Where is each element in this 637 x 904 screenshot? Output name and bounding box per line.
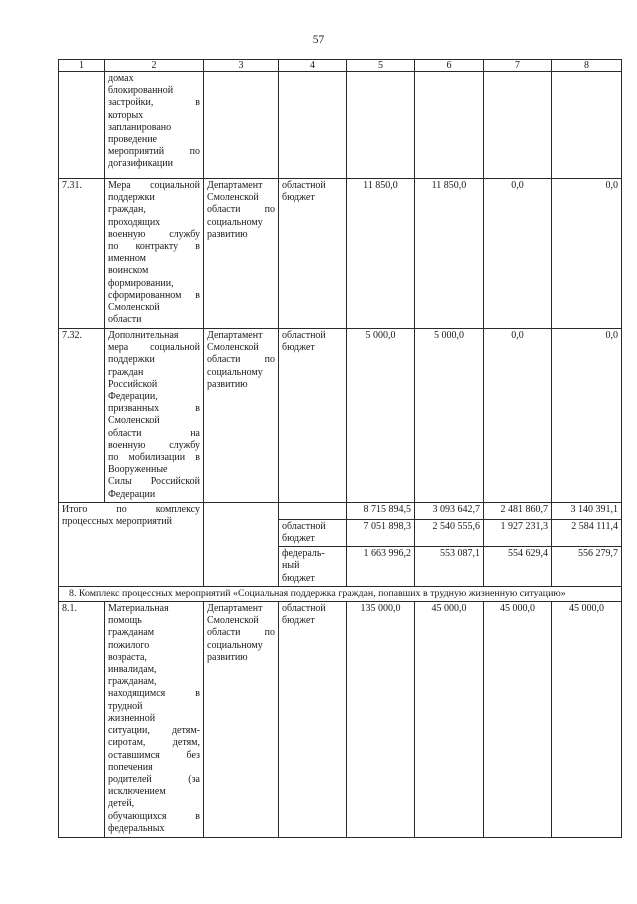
text-line: Вооруженные [108,464,168,476]
text-line: области [108,314,142,326]
text-line: попечения [108,761,153,773]
text-line: поддержки [108,354,155,366]
text-line: бюджет [282,572,315,584]
section-heading: 8. Комплекс процессных мероприятий «Социальная поддержка граждан, попавших в трудную жизненную ситуацию» [59,586,622,601]
header-cell: 4 [279,60,347,72]
text-line: областной [282,180,326,191]
text-line: области на [108,427,200,439]
text-line: ситуации, детям- [108,725,200,737]
total-value-col8: 3 140 391,1 [552,502,622,519]
row-number: 7.32. [59,329,105,503]
text-line: Дополнительная [108,330,179,341]
department-cell [204,179,279,329]
measure-name-cell [105,72,204,179]
text-line: Итого по комплексу [62,503,200,515]
text-line: Силы Российской [108,476,200,488]
text-line: воинском [108,265,149,277]
text-line: мера социальной [108,342,200,354]
text-line: мероприятий по [108,146,200,158]
text-line: областной [282,330,326,341]
department-cell [204,329,279,503]
text-line: развитию [207,651,248,663]
text-line: исключением [108,786,166,798]
text-line: Департамент [207,330,263,341]
regional-budget-label [279,519,347,546]
value-cell [347,72,415,179]
source-cell [279,602,347,838]
text-line: федераль- [282,548,325,560]
text-line: догазификации [108,158,173,170]
text-line: возраста, [108,651,147,663]
value-col8: 0,0 [552,329,622,503]
value-col8: 45 000,0 [552,602,622,838]
value-col6: 5 000,0 [415,329,484,503]
text-line: развитию [207,378,248,390]
header-cell: 2 [105,60,204,72]
value-col7: 0,0 [484,329,552,503]
federal-value-col6: 553 087,1 [415,547,484,587]
text-line: граждан, [108,204,146,216]
text-line: Смоленской [207,615,259,627]
text-line: гражданам [108,627,155,639]
measure-name-cell [105,602,204,838]
source-cell [279,72,347,179]
text-line: помощь [108,615,142,627]
row-number: 7.31. [59,179,105,329]
text-line: детей, [108,798,135,810]
text-line: областной [282,603,326,615]
text-line: находящимся в [108,688,200,700]
page-number: 57 [312,34,325,46]
text-line: пожилого [108,639,150,651]
text-line: федеральных [108,822,165,834]
text-line: Смоленской [108,302,160,314]
text-line: Материальная [108,603,169,615]
text-line: по мобилизации в [108,452,200,464]
text-line: области по [207,627,275,639]
text-line: Федерации, [108,391,158,403]
value-cell [552,72,622,179]
regional-value-col5: 7 051 898,3 [347,519,415,546]
text-line: поддержки [108,192,155,204]
federal-budget-label [279,547,347,587]
text-line: гражданам, [108,676,157,688]
text-line: Смоленской [207,342,259,354]
text-line: социальному [207,639,263,651]
measure-name-cell [105,329,204,503]
row-number: 8.1. [59,602,105,838]
budget-table [58,59,622,838]
table-row [59,602,622,838]
text-line: сформированном в [108,289,200,301]
text-line: именном [108,253,146,265]
text-line: жизненной [108,712,156,724]
text-line: военную службу [108,439,200,451]
measure-name-cell [105,179,204,329]
text-line: сиротам, детям, [108,737,200,749]
source-cell [279,179,347,329]
table-row [59,72,622,179]
total-dept-cell [204,502,279,586]
text-line: формировании, [108,277,174,289]
department-cell [204,602,279,838]
regional-value-col7: 1 927 231,3 [484,519,552,546]
text-line: призванных в [108,403,200,415]
text-line: бюджет [282,192,315,204]
value-col6: 45 000,0 [415,602,484,838]
value-col6: 11 850,0 [415,179,484,329]
total-value-col6: 3 093 642,7 [415,502,484,519]
text-line: граждан [108,366,144,378]
text-line: области по [207,354,275,366]
regional-value-col6: 2 540 555,6 [415,519,484,546]
value-col5: 135 000,0 [347,602,415,838]
header-cell: 1 [59,60,105,72]
text-line: проведение [108,134,157,146]
text-line: социальному [207,216,263,228]
header-cell: 7 [484,60,552,72]
header-cell: 5 [347,60,415,72]
text-line: социальному [207,366,263,378]
value-col7: 45 000,0 [484,602,552,838]
regional-value-col8: 2 584 111,4 [552,519,622,546]
total-value-col7: 2 481 860,7 [484,502,552,519]
text-line: Департамент [207,180,263,191]
text-line: Смоленской [207,192,259,204]
federal-value-col5: 1 663 996,2 [347,547,415,587]
value-col8: 0,0 [552,179,622,329]
text-line: трудной [108,700,143,712]
text-line: областной [282,520,326,532]
federal-value-col8: 556 279,7 [552,547,622,587]
total-value-col5: 8 715 894,5 [347,502,415,519]
text-line: бюджет [282,533,315,545]
text-line: ный [282,560,300,572]
federal-value-col7: 554 629,4 [484,547,552,587]
total-row [59,502,622,519]
text-line: по контракту в [108,241,200,253]
text-line: застройки, в [108,97,200,109]
text-line: Федерации [108,488,156,500]
value-cell [484,72,552,179]
value-col7: 0,0 [484,179,552,329]
department-cell [204,72,279,179]
table-row [59,329,622,503]
text-line: инвалидам, [108,664,157,676]
text-line: бюджет [282,615,315,627]
text-line: проходящих [108,216,161,228]
text-line: процессных мероприятий [62,516,172,528]
source-cell [279,329,347,503]
text-line: домах [108,73,134,84]
text-line: Департамент [207,603,263,615]
text-line: Смоленской [108,415,160,427]
value-cell [415,72,484,179]
total-label-cell [59,502,204,586]
text-line: бюджет [282,342,315,354]
text-line: развитию [207,228,248,240]
value-col5: 5 000,0 [347,329,415,503]
text-line: военную службу [108,228,200,240]
text-line: родителей (за [108,773,200,785]
text-line: блокированной [108,85,174,97]
total-source-cell [279,502,347,519]
text-line: Российской [108,378,158,390]
text-line: которых [108,109,144,121]
header-cell: 6 [415,60,484,72]
section-heading-row [59,586,622,601]
text-line: обучающихся в [108,810,200,822]
text-line: области по [207,204,275,216]
header-row [59,60,622,72]
header-cell: 8 [552,60,622,72]
text-line: Мера социальной [108,180,200,191]
row-number-cell [59,72,105,179]
text-line: запланировано [108,121,172,133]
value-col5: 11 850,0 [347,179,415,329]
table-row [59,179,622,329]
text-line: оставшимся без [108,749,200,761]
header-cell: 3 [204,60,279,72]
